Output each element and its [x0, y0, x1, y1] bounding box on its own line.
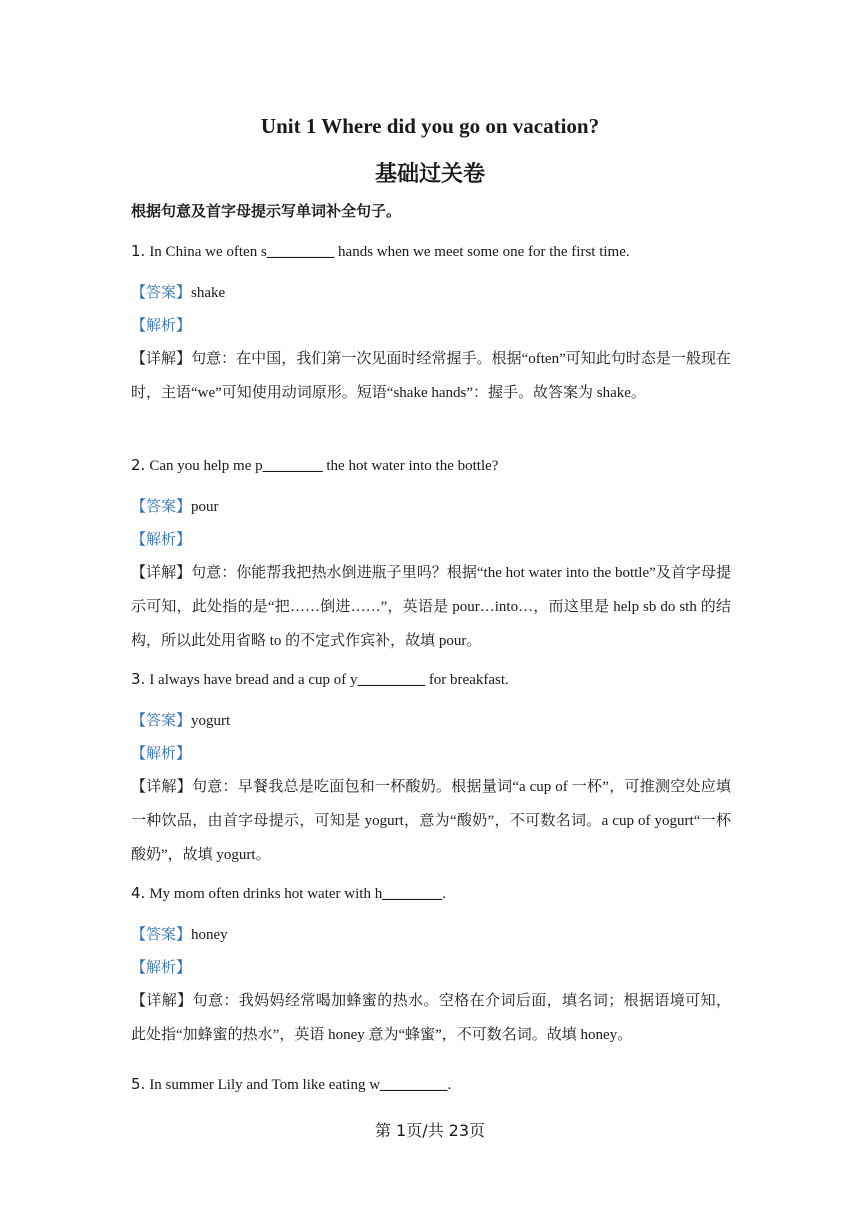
answer-label: 【答案】 — [131, 497, 192, 515]
analysis-label: 【解析】 — [131, 316, 192, 334]
question-3: 3. I always have bread and a cup of y_________ for breakfast. — [131, 670, 509, 688]
fill-blank: ________ — [382, 886, 443, 902]
question-number: 1. — [131, 242, 146, 260]
question-5: 5. In summer Lily and Tom like eating w_________. — [131, 1075, 452, 1093]
answer-line-4 — [131, 923, 228, 944]
answer-line-2 — [131, 495, 219, 516]
analysis-label: 【解析】 — [131, 744, 192, 762]
answer-line-1 — [131, 281, 225, 302]
question-2: 2. Can you help me p________ the hot water into the bottle? — [131, 456, 499, 474]
page-footer: 第 1页/共 23页 — [374, 1121, 486, 1140]
answer-value: yogurt — [191, 713, 231, 729]
fill-blank: _________ — [266, 244, 335, 260]
detail-text: 句意：你能帮我把热水倒进瓶子里吗？根据“the hot water into the bottle”及首字母提示可知，此处指的是“把……倒进……”，英语是 pour…into…，而这里是 help sb do sth 的结构，所以此处用省略 to 的不定式作宾补，故填 pour。 — [131, 565, 731, 649]
question-1: 1. In China we often s_________ hands when we meet some one for the first time. — [131, 242, 630, 260]
page-subtitle: 基础过关卷 — [374, 162, 485, 187]
analysis-label: 【解析】 — [131, 530, 192, 548]
question-number: 3. — [131, 670, 146, 688]
analysis-label: 【解析】 — [131, 958, 192, 976]
detail-2 — [131, 555, 731, 658]
answer-line-3 — [131, 709, 230, 730]
detail-label: 【详解】 — [131, 563, 192, 581]
question-number: 5. — [131, 1075, 146, 1093]
detail-label: 【详解】 — [131, 349, 192, 367]
detail-4 — [131, 983, 731, 1052]
answer-value: shake — [191, 285, 226, 301]
analysis-line-3 — [131, 742, 191, 763]
detail-label: 【详解】 — [131, 991, 193, 1009]
question-number: 2. — [131, 456, 146, 474]
answer-value: pour — [191, 499, 219, 515]
answer-label: 【答案】 — [131, 283, 192, 301]
fill-blank: ________ — [262, 458, 323, 474]
detail-text: 句意：我妈妈经常喝加蜂蜜的热水。空格在介词后面，填名词；根据语境可知，此处指“加蜂蜜的热水”，英语 honey 意为“蜂蜜”，不可数名词。故填 honey。 — [131, 993, 731, 1043]
analysis-line-4 — [131, 956, 191, 977]
question-4: 4. My mom often drinks hot water with h________. — [131, 884, 446, 902]
answer-label: 【答案】 — [131, 711, 192, 729]
section-instruction: 根据句意及首字母提示写单词补全句子。 — [131, 202, 402, 220]
detail-text: 句意：在中国，我们第一次见面时经常握手。根据“often”可知此句时态是一般现在时，主语“we”可知使用动词原形。短语“shake hands”：握手。故答案为 shake。 — [131, 351, 731, 401]
detail-1 — [131, 341, 731, 410]
fill-blank: _________ — [357, 672, 426, 688]
answer-label: 【答案】 — [131, 925, 192, 943]
analysis-line-2 — [131, 528, 191, 549]
detail-label: 【详解】 — [131, 777, 193, 795]
detail-3 — [131, 769, 731, 872]
fill-blank: _________ — [380, 1077, 448, 1093]
question-number: 4. — [131, 884, 146, 902]
answer-value: honey — [191, 927, 228, 943]
analysis-line-1 — [131, 314, 191, 335]
page-title: Unit 1 Where did you go on vacation? — [260, 114, 600, 138]
detail-text: 句意：早餐我总是吃面包和一杯酸奶。根据量词“a cup of 一杯”，可推测空处应填一种饮品，由首字母提示，可知是 yogurt，意为“酸奶”，不可数名词。a cup of yogurt“一杯酸奶”，故填 yogurt。 — [131, 779, 731, 863]
